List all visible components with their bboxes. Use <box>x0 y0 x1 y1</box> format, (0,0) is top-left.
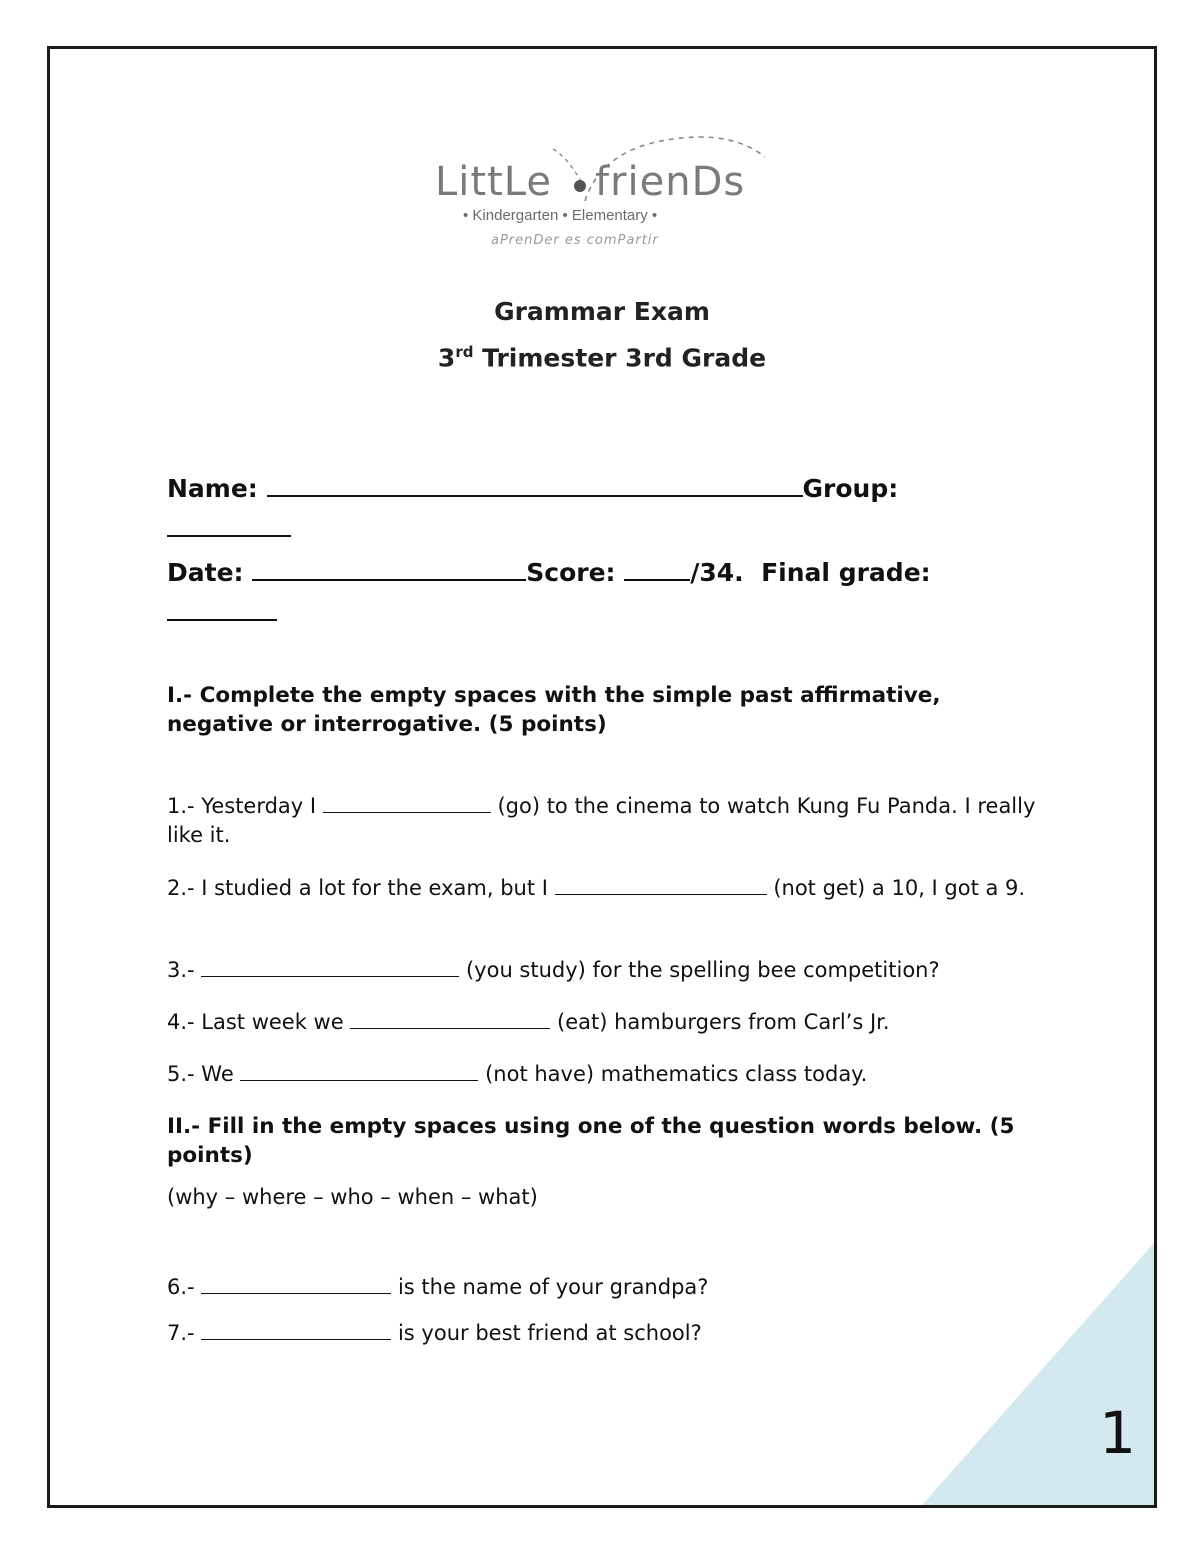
score-label: Score: <box>526 558 616 587</box>
name-label: Name: <box>167 474 258 503</box>
question-4: 4.- Last week we (eat) hamburgers from Carl’s Jr. <box>167 1010 890 1034</box>
question-7: 7.- is your best friend at school? <box>167 1321 702 1345</box>
page-number: 1 <box>1099 1399 1136 1467</box>
date-field[interactable] <box>252 557 526 581</box>
answer-blank-1[interactable] <box>323 792 491 813</box>
score-field[interactable] <box>624 557 690 581</box>
exam-page <box>47 46 1157 1508</box>
school-logo <box>435 129 775 259</box>
final-grade-label: Final grade: <box>761 558 931 587</box>
date-score-line <box>167 557 931 587</box>
question-1: 1.- Yesterday I (go) to the cinema to watch Kung Fu Panda. I really like it. <box>167 794 1036 847</box>
answer-blank-3[interactable] <box>201 956 459 977</box>
logo-subtitle: • Kindergarten • Elementary • <box>463 207 658 224</box>
logo-word-right: frienDs <box>595 159 746 205</box>
logo-word-left: LittLe <box>435 159 552 205</box>
question-6: 6.- is the name of your grandpa? <box>167 1275 709 1299</box>
name-field[interactable] <box>267 473 803 497</box>
exam-subtitle: 3rd Trimester 3rd Grade <box>437 343 767 373</box>
score-total: /34. <box>690 558 744 587</box>
answer-blank-4[interactable] <box>350 1008 550 1029</box>
exam-title: Grammar Exam <box>494 297 710 326</box>
group-label: Group: <box>802 474 899 503</box>
question-5: 5.- We (not have) mathematics class today. <box>167 1062 868 1086</box>
section1-heading: I.- Complete the empty spaces with the simple past affirmative, negative or interrogative. (5 points) <box>167 683 941 737</box>
answer-blank-6[interactable] <box>201 1273 391 1294</box>
group-field[interactable] <box>167 535 291 537</box>
answer-blank-7[interactable] <box>201 1319 391 1340</box>
question-2: 2.- I studied a lot for the exam, but I (not get) a 10, I got a 9. <box>167 876 1026 900</box>
date-label: Date: <box>167 558 244 587</box>
word-bank: (why – where – who – when – what) <box>167 1185 538 1209</box>
logo-tagline: aPrenDer es comPartir <box>491 233 659 248</box>
section2-heading: II.- Fill in the empty spaces using one of the question words below. (5 points) <box>167 1114 1015 1168</box>
answer-blank-5[interactable] <box>240 1060 478 1081</box>
answer-blank-2[interactable] <box>555 874 767 895</box>
question-3: 3.- (you study) for the spelling bee competition? <box>167 958 940 982</box>
logo-dot-icon <box>573 179 587 193</box>
name-group-line <box>167 473 898 503</box>
final-grade-field[interactable] <box>167 619 277 621</box>
